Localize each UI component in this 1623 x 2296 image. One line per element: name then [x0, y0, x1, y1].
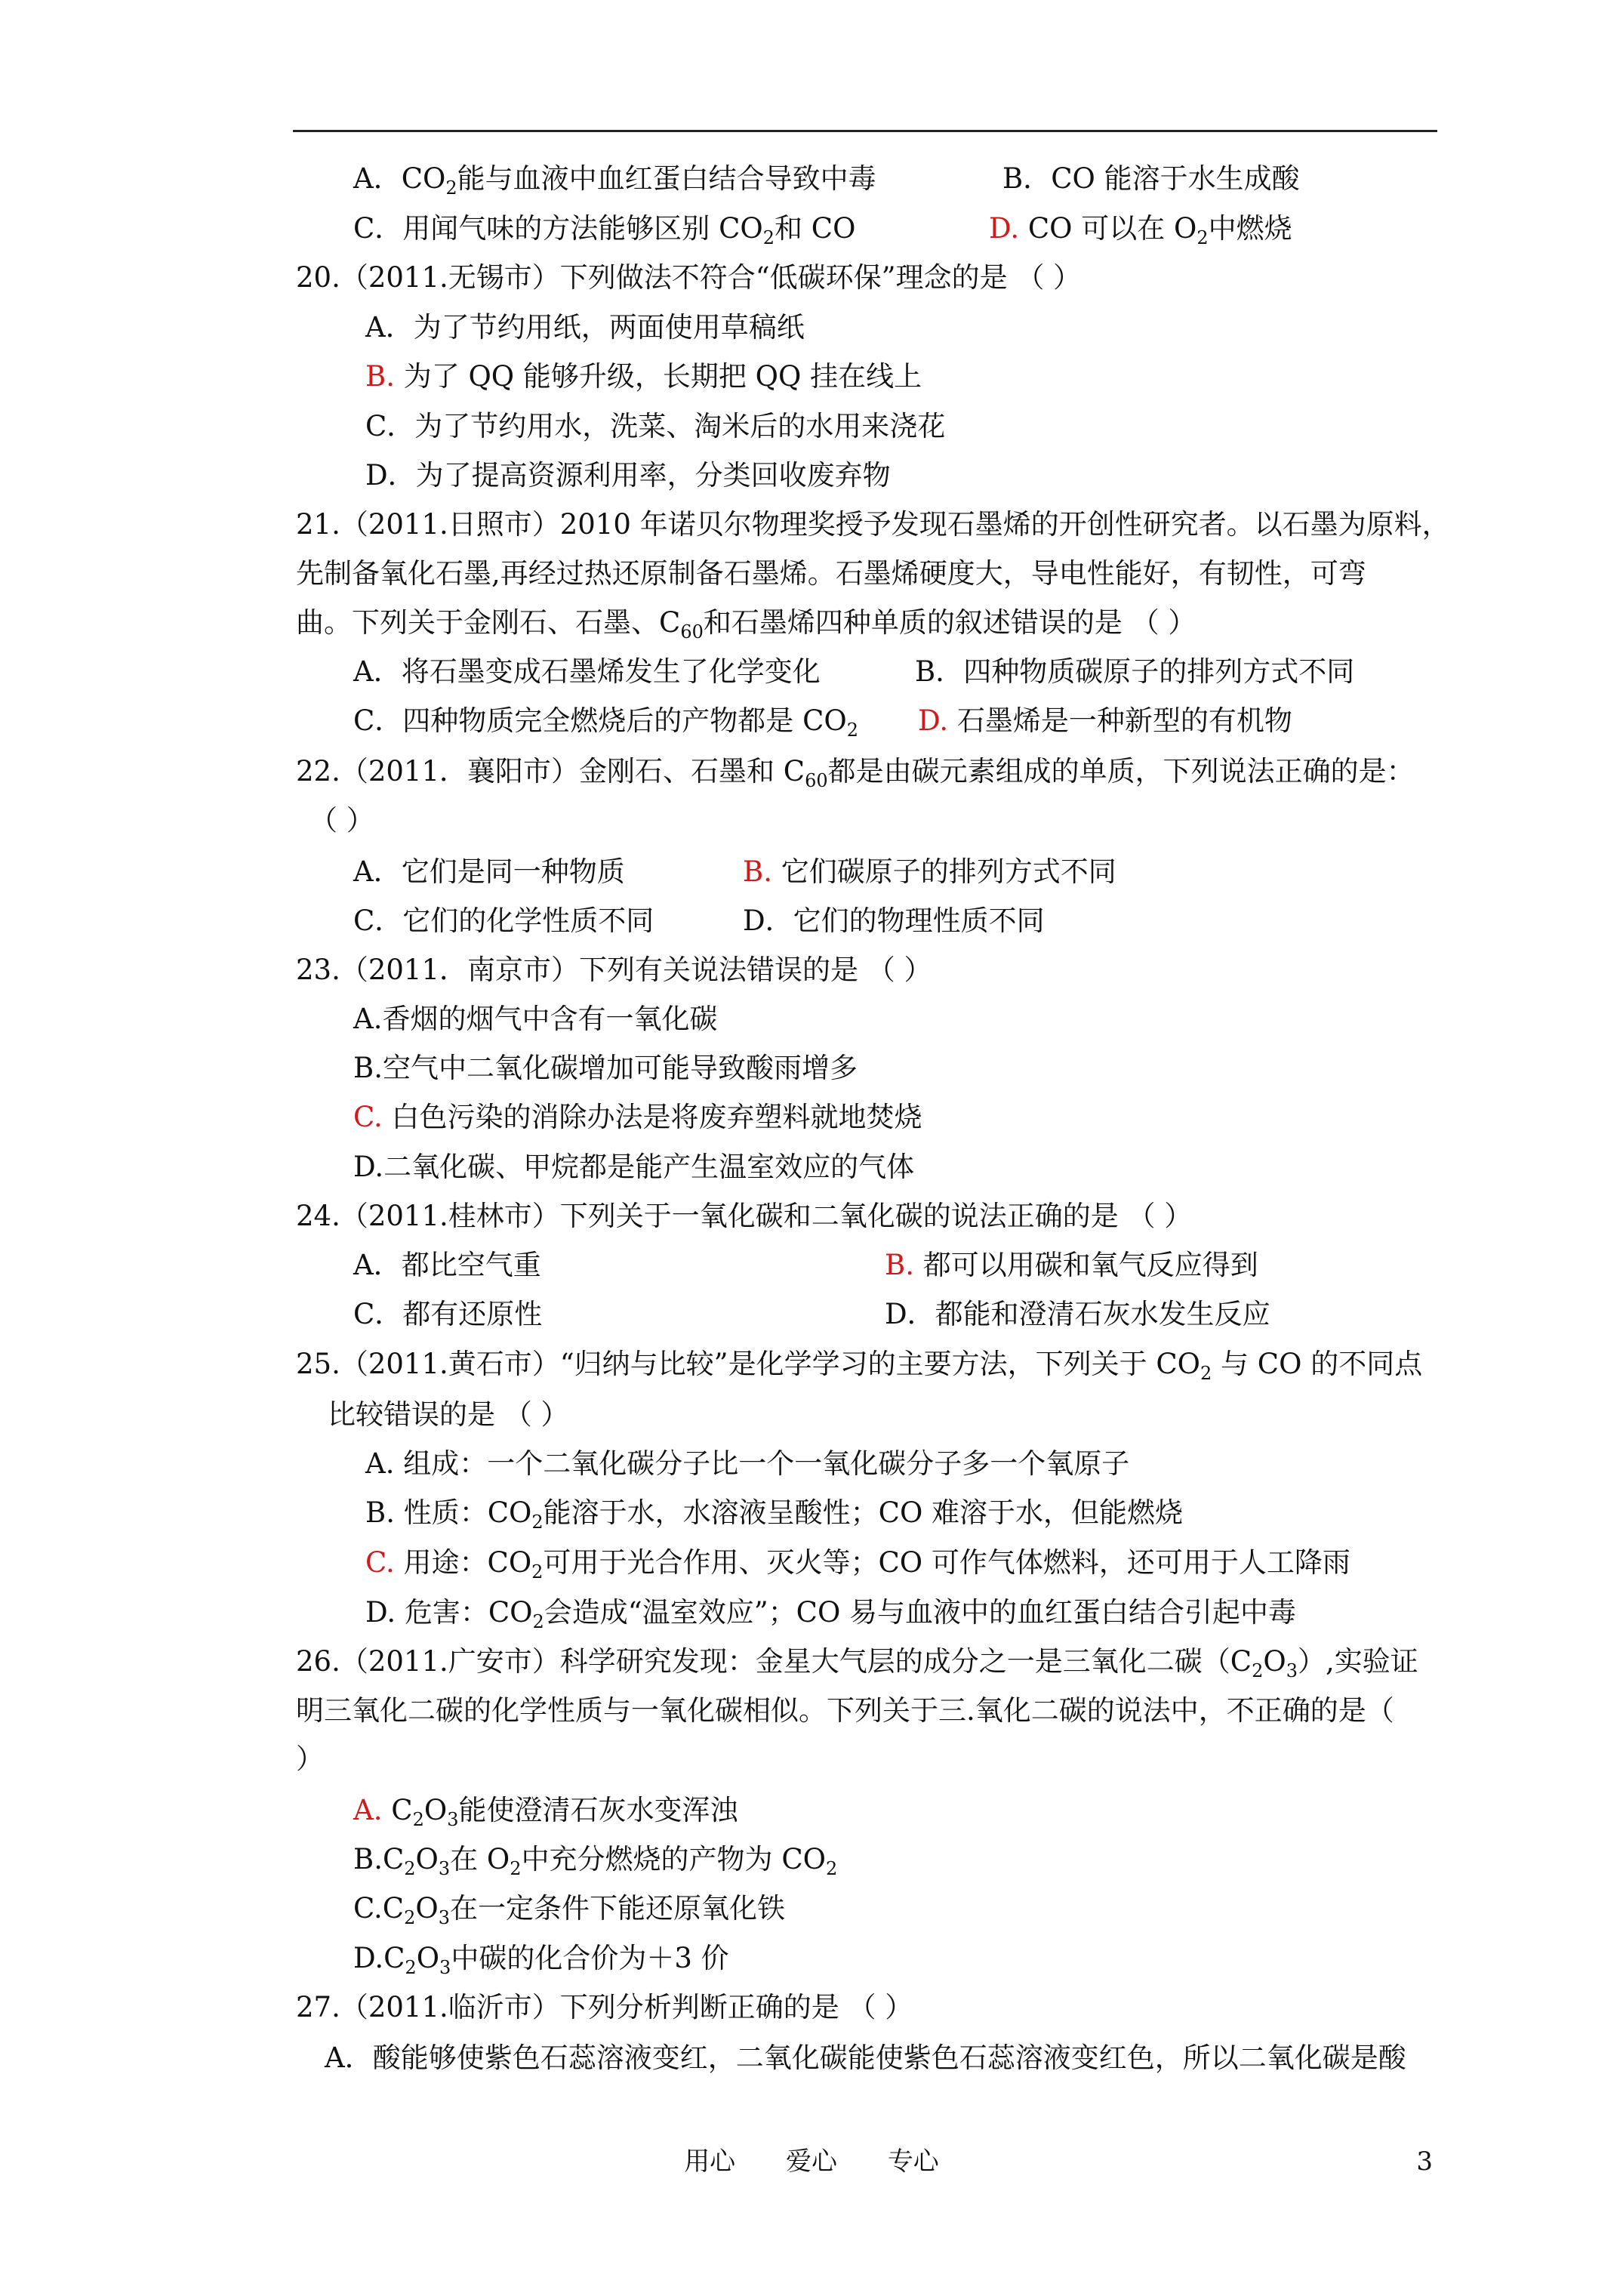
text-run: 中燃烧: [1208, 212, 1292, 245]
text-run: C．为了节约用水，洗菜、淘米后的水用来浇花: [365, 410, 946, 442]
footer-word-1: 用心: [684, 2147, 736, 2177]
text-run: ）: [296, 1743, 324, 1775]
text-line-31: [353, 1290, 542, 1339]
text-line-23: [296, 946, 932, 994]
text-run: 27.（2011.临沂市）下列分析判断正确的是 （ ）: [296, 1991, 913, 2023]
text-line-33: [296, 1340, 1422, 1388]
answer-marker: D.: [918, 704, 949, 737]
subscript: 2: [1200, 1362, 1212, 1384]
text-line-17: [296, 747, 1415, 796]
text-run: ）,实验证: [1297, 1645, 1418, 1678]
text-run: 比较错误的是 （ ）: [328, 1398, 569, 1431]
subscript: 2: [404, 1857, 416, 1879]
text-run: （ ）: [310, 804, 374, 837]
text-run: 26.（2011.广安市）科学研究发现：金星大气层的成分之一是三氧化二碳（C: [296, 1645, 1252, 1678]
text-run: 石墨烯是一种新型的有机物: [948, 704, 1292, 737]
text-line-25: [353, 1044, 858, 1093]
subscript: 2: [510, 1857, 522, 1879]
text-run: 能使澄清石灰水变浑浊: [458, 1794, 738, 1826]
subscript: 2: [405, 1956, 417, 1978]
text-line-46: [296, 1983, 913, 2032]
subscript: 2: [1196, 227, 1209, 248]
text-line-34: [328, 1391, 569, 1439]
footer-word-2: 爱心: [786, 2147, 837, 2177]
text-run: B．CO 能溶于水生成酸: [1002, 162, 1300, 195]
text-run: CO 可以在 O: [1019, 212, 1197, 245]
text-run: 都可以用碳和氧气反应得到: [913, 1249, 1258, 1281]
text-run: A.香烟的烟气中含有一氧化碳: [353, 1003, 718, 1035]
text-run: C．用闻气味的方法能够区别 CO: [353, 212, 763, 245]
text-run: 曲。下列关于金刚石、石墨、C: [296, 606, 681, 639]
text-run: O: [415, 1892, 439, 1925]
text-line-47: [325, 2034, 1406, 2082]
text-run: 明三氧化二碳的化学性质与一氧化碳相似。下列关于三.氧化二碳的说法中，不正确的是（: [296, 1694, 1394, 1727]
text-run: C: [382, 1794, 413, 1826]
text-run: 用途：CO: [394, 1546, 532, 1579]
text-line-24: [353, 995, 717, 1043]
text-line-1: [353, 155, 876, 203]
text-run: 中碳的化合价为＋3 价: [451, 1942, 729, 1974]
text-line-41: [296, 1735, 324, 1783]
text-line-44: [353, 1885, 785, 1933]
text-line-14: [915, 648, 1354, 696]
text-run: B.C: [353, 1843, 405, 1875]
text-run: 24.（2011.桂林市）下列关于一氧化碳和二氧化碳的说法正确的是 （ ）: [296, 1200, 1193, 1232]
text-line-28: [296, 1192, 1192, 1240]
text-run: O: [415, 1843, 439, 1875]
text-run: 23.（2011．南京市）下列有关说法错误的是 （ ）: [296, 954, 932, 986]
subscript: 60: [680, 621, 704, 643]
answer-marker: C.: [365, 1546, 395, 1579]
text-run: B．四种物质碳原子的排列方式不同: [915, 655, 1355, 688]
text-run: 会造成“温室效应”；CO 易与血液中的血红蛋白结合引起中毒: [544, 1596, 1297, 1629]
text-run: 白色污染的消除办法是将废弃塑料就地焚烧: [382, 1101, 922, 1133]
text-line-45: [353, 1934, 729, 1983]
text-run: 20.（2011.无锡市）下列做法不符合“低碳环保”理念的是 （ ）: [296, 261, 1082, 294]
text-run: 与 CO 的不同点: [1212, 1348, 1423, 1380]
text-line-22: [743, 897, 1045, 945]
text-line-3: [353, 205, 855, 253]
text-run: B.空气中二氧化碳增加可能导致酸雨增多: [353, 1052, 858, 1084]
text-line-10: [296, 501, 1450, 549]
text-run: 能与血液中血红蛋白结合导致中毒: [457, 162, 876, 195]
text-run: 先制备氧化石墨,再经过热还原制备石墨烯。石墨烯硬度大，导电性能好，有韧性，可弯: [296, 557, 1366, 590]
text-line-43: [353, 1835, 837, 1884]
text-run: B. 性质：CO: [365, 1496, 532, 1529]
answer-marker: B.: [743, 855, 772, 888]
text-line-42: [353, 1786, 738, 1835]
answer-marker: C.: [353, 1101, 383, 1133]
text-line-32: [885, 1290, 1270, 1339]
answer-marker: B.: [885, 1249, 914, 1281]
text-line-29: [353, 1241, 541, 1290]
text-line-30: [885, 1241, 1258, 1290]
text-line-2: [1002, 155, 1300, 203]
text-line-26: [353, 1093, 922, 1142]
text-line-40: [296, 1687, 1394, 1735]
text-run: 它们碳原子的排列方式不同: [771, 855, 1116, 888]
subscript: 2: [445, 177, 457, 199]
subscript: 3: [439, 1956, 451, 1978]
text-line-15: [353, 697, 858, 745]
text-run: A. 组成：一个二氧化碳分子比一个一氧化碳分子多一个氧原子: [365, 1447, 1130, 1480]
text-run: 22.（2011．襄阳市）金刚石、石墨和 C: [296, 755, 805, 787]
text-line-16: [918, 697, 1292, 745]
subscript: 2: [846, 719, 858, 741]
text-run: D.C: [353, 1942, 405, 1974]
text-line-6: [365, 304, 805, 352]
text-run: D．它们的物理性质不同: [743, 905, 1045, 937]
text-line-35: [365, 1440, 1129, 1488]
answer-marker: B.: [365, 360, 395, 393]
text-run: A．将石墨变成石墨烯发生了化学变化: [353, 655, 821, 688]
text-run: D.二氧化碳、甲烷都是能产生温室效应的气体: [353, 1151, 915, 1183]
text-run: D．为了提高资源利用率，分类回收废弃物: [365, 459, 891, 492]
text-run: A．为了节约用纸，两面使用草稿纸: [365, 311, 805, 344]
text-run: C．它们的化学性质不同: [353, 905, 654, 937]
text-run: A．都比空气重: [353, 1249, 541, 1281]
text-run: O: [1263, 1645, 1286, 1678]
subscript: 2: [412, 1808, 424, 1830]
subscript: 2: [825, 1857, 838, 1879]
subscript: 3: [438, 1857, 451, 1879]
subscript: 2: [531, 1561, 544, 1583]
text-run: 25.（2011.黄石市）“归纳与比较”是化学学习的主要方法，下列关于 CO: [296, 1348, 1200, 1380]
text-line-9: [365, 451, 891, 500]
subscript: 2: [404, 1906, 416, 1928]
text-run: A．酸能够使紫色石蕊溶液变红，二氧化碳能使紫色石蕊溶液变红色，所以二氧化碳是酸: [325, 2042, 1406, 2074]
text-run: 都是由碳元素组成的单质，下列说法正确的是：: [827, 755, 1415, 787]
text-run: O: [416, 1942, 440, 1974]
text-line-8: [365, 402, 945, 451]
text-run: A．CO: [353, 162, 446, 195]
text-line-19: [353, 848, 625, 896]
text-line-7: [365, 353, 922, 401]
text-line-11: [296, 550, 1366, 598]
text-line-27: [353, 1143, 914, 1191]
text-run: 21.（2011.日照市）2010 年诺贝尔物理奖授予发现石墨烯的开创性研究者。以石墨为原料，: [296, 508, 1450, 541]
text-run: D．都能和澄清石灰水发生反应: [885, 1298, 1270, 1330]
text-line-36: [365, 1489, 1183, 1537]
text-run: C.C: [353, 1892, 405, 1925]
subscript: 2: [531, 1511, 544, 1533]
text-run: 在一定条件下能还原氧化铁: [449, 1892, 785, 1925]
answer-marker: D.: [989, 212, 1020, 245]
footer-motto: [0, 2143, 1623, 2180]
subscript: 2: [762, 227, 775, 248]
text-run: 可用于光合作用、灭火等；CO 可作气体燃料，还可用于人工降雨: [543, 1546, 1350, 1579]
answer-marker: A.: [353, 1794, 383, 1826]
text-run: 中充分燃烧的产物为 CO: [521, 1843, 826, 1875]
text-line-21: [353, 897, 654, 945]
text-run: A．它们是同一种物质: [353, 855, 625, 888]
subscript: 3: [1286, 1660, 1298, 1681]
page-number: 3: [1416, 2147, 1433, 2177]
text-line-20: [743, 848, 1116, 896]
text-line-38: [365, 1589, 1296, 1637]
subscript: 3: [447, 1808, 459, 1830]
text-line-13: [353, 648, 821, 696]
text-line-5: [296, 254, 1081, 302]
text-run: 在 O: [450, 1843, 510, 1875]
text-line-39: [296, 1638, 1418, 1686]
text-run: O: [423, 1794, 448, 1826]
subscript: 60: [805, 769, 828, 791]
subscript: 2: [532, 1610, 544, 1632]
text-line-37: [365, 1539, 1350, 1587]
text-run: 和石墨烯四种单质的叙述错误的是 （ ）: [703, 606, 1196, 639]
text-line-18: [310, 797, 374, 845]
subscript: 3: [438, 1906, 450, 1928]
text-run: D. 危害：CO: [365, 1596, 533, 1629]
subscript: 2: [1252, 1660, 1264, 1681]
text-run: C．都有还原性: [353, 1298, 543, 1330]
text-run: 为了 QQ 能够升级，长期把 QQ 挂在线上: [394, 360, 922, 393]
text-run: C．四种物质完全燃烧后的产物都是 CO: [353, 704, 847, 737]
text-line-12: [296, 599, 1196, 647]
text-line-4: [989, 205, 1292, 253]
text-run: 和 CO: [775, 212, 856, 245]
footer-word-3: 专心: [887, 2147, 939, 2177]
text-run: 能溶于水，水溶液呈酸性；CO 难溶于水，但能燃烧: [543, 1496, 1184, 1529]
